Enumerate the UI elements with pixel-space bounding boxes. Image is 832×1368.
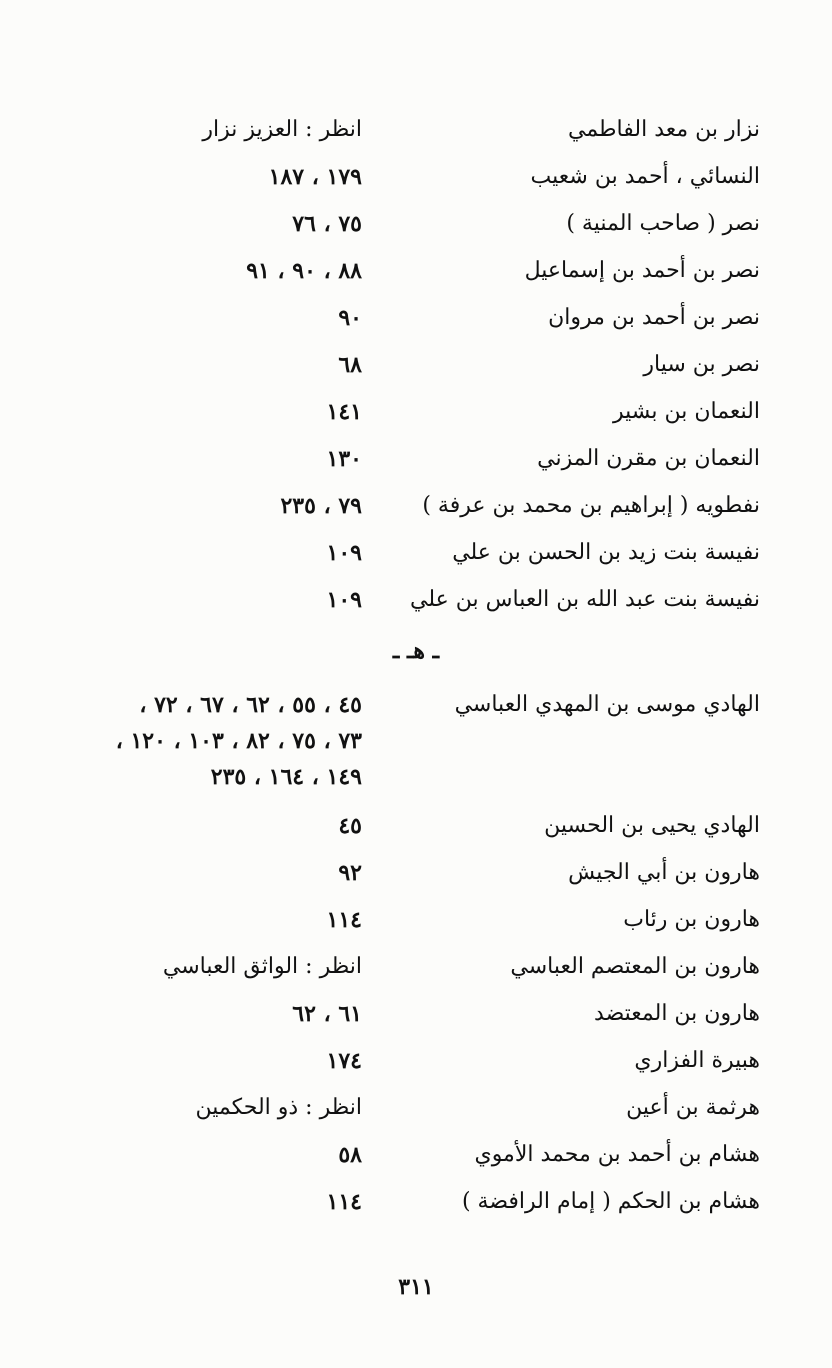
- index-entries: [0, 112, 832, 1231]
- index-entry: [0, 488, 832, 535]
- entry-name: نصر بن أحمد بن مروان: [548, 305, 760, 330]
- index-entry: [0, 1043, 832, 1090]
- entry-refs: ٦١ ، ٦٢: [292, 1001, 362, 1027]
- entry-refs: ٤٥: [338, 813, 362, 839]
- entry-name: هارون بن أبي الجيش: [568, 860, 760, 885]
- entry-refs: ٩٢: [338, 860, 362, 886]
- entry-name: هارون بن المعتضد: [594, 1001, 760, 1026]
- entry-name: الهادي موسى بن المهدي العباسي: [454, 692, 760, 717]
- entry-name: هشام بن أحمد بن محمد الأموي: [474, 1142, 760, 1167]
- index-entry: [0, 1184, 832, 1231]
- entry-refs: انظر : الواثق العباسي: [162, 954, 362, 979]
- entry-name: نفيسة بنت زيد بن الحسن بن علي: [452, 540, 760, 565]
- entry-refs: ١٧٤: [326, 1048, 362, 1074]
- entry-name: النعمان بن مقرن المزني: [537, 446, 760, 471]
- entry-refs: ١٣٠: [326, 446, 362, 472]
- index-entry: [0, 535, 832, 582]
- entry-refs: ١١٤: [326, 1189, 362, 1215]
- entry-name: هرثمة بن أعين: [626, 1095, 760, 1120]
- entry-refs: ١٧٩ ، ١٨٧: [268, 164, 362, 190]
- index-entry: [0, 808, 832, 855]
- entry-name: نزار بن معد الفاطمي: [567, 117, 760, 142]
- entry-name: الهادي يحيى بن الحسين: [544, 813, 760, 838]
- entry-name: نفطويه ( إبراهيم بن محمد بن عرفة ): [422, 493, 760, 518]
- entry-name: هارون بن رئاب: [623, 907, 760, 932]
- entry-refs: [84, 687, 414, 795]
- entry-name: النعمان بن بشير: [612, 399, 760, 424]
- index-entry: [0, 1090, 832, 1137]
- entry-refs-line: ٤٥ ، ٥٥ ، ٦٢ ، ٦٧ ، ٧٢ ،: [139, 692, 362, 718]
- index-entry: [0, 206, 832, 253]
- entry-refs: ٧٥ ، ٧٦: [292, 211, 362, 237]
- index-entry: [0, 300, 832, 347]
- page-number: ٣١١: [398, 1274, 434, 1300]
- index-entry: [0, 394, 832, 441]
- index-entry: [0, 582, 832, 629]
- entry-refs: ١١٤: [326, 907, 362, 933]
- entry-refs: انظر : العزيز نزار: [202, 117, 362, 142]
- entry-refs-line: ٧٣ ، ٧٥ ، ٨٢ ، ١٠٣ ، ١٢٠ ،: [115, 728, 362, 754]
- entry-name: نصر ( صاحب المنية ): [566, 211, 760, 236]
- index-entry: [0, 996, 832, 1043]
- entry-refs: ١٠٩: [326, 587, 362, 613]
- entry-name: هشام بن الحكم ( إمام الرافضة ): [461, 1189, 760, 1214]
- entry-refs-line: ١٤٩ ، ١٦٤ ، ٢٣٥: [210, 764, 362, 790]
- index-entry: [0, 687, 832, 808]
- entry-refs: ٥٨: [338, 1142, 362, 1168]
- entry-refs: ٨٨ ، ٩٠ ، ٩١: [246, 258, 362, 284]
- entry-name: نفيسة بنت عبد الله بن العباس بن علي: [410, 587, 760, 612]
- entry-refs: ١٤١: [326, 399, 362, 425]
- entry-refs: ١٠٩: [326, 540, 362, 566]
- index-entry: [0, 949, 832, 996]
- entry-name: النسائي ، أحمد بن شعيب: [530, 164, 760, 189]
- entry-name: نصر بن سيار: [643, 352, 760, 377]
- entry-refs: ٦٨: [338, 352, 362, 378]
- index-entry: [0, 1137, 832, 1184]
- section-heading: ـ هـ ـ: [392, 638, 440, 664]
- index-entry: [0, 855, 832, 902]
- entry-name: هبيرة الفزاري: [634, 1048, 760, 1073]
- index-entry: [0, 347, 832, 394]
- index-entry: [0, 902, 832, 949]
- index-entry: [0, 441, 832, 488]
- index-entry: [0, 159, 832, 206]
- entry-refs: انظر : ذو الحكمين: [195, 1095, 362, 1120]
- entry-name: هارون بن المعتصم العباسي: [510, 954, 760, 979]
- entry-refs: ٧٩ ، ٢٣٥: [280, 493, 362, 519]
- entry-name: نصر بن أحمد بن إسماعيل: [524, 258, 760, 283]
- index-entry: [0, 112, 832, 159]
- entry-refs: ٩٠: [338, 305, 362, 331]
- index-entry: [0, 253, 832, 300]
